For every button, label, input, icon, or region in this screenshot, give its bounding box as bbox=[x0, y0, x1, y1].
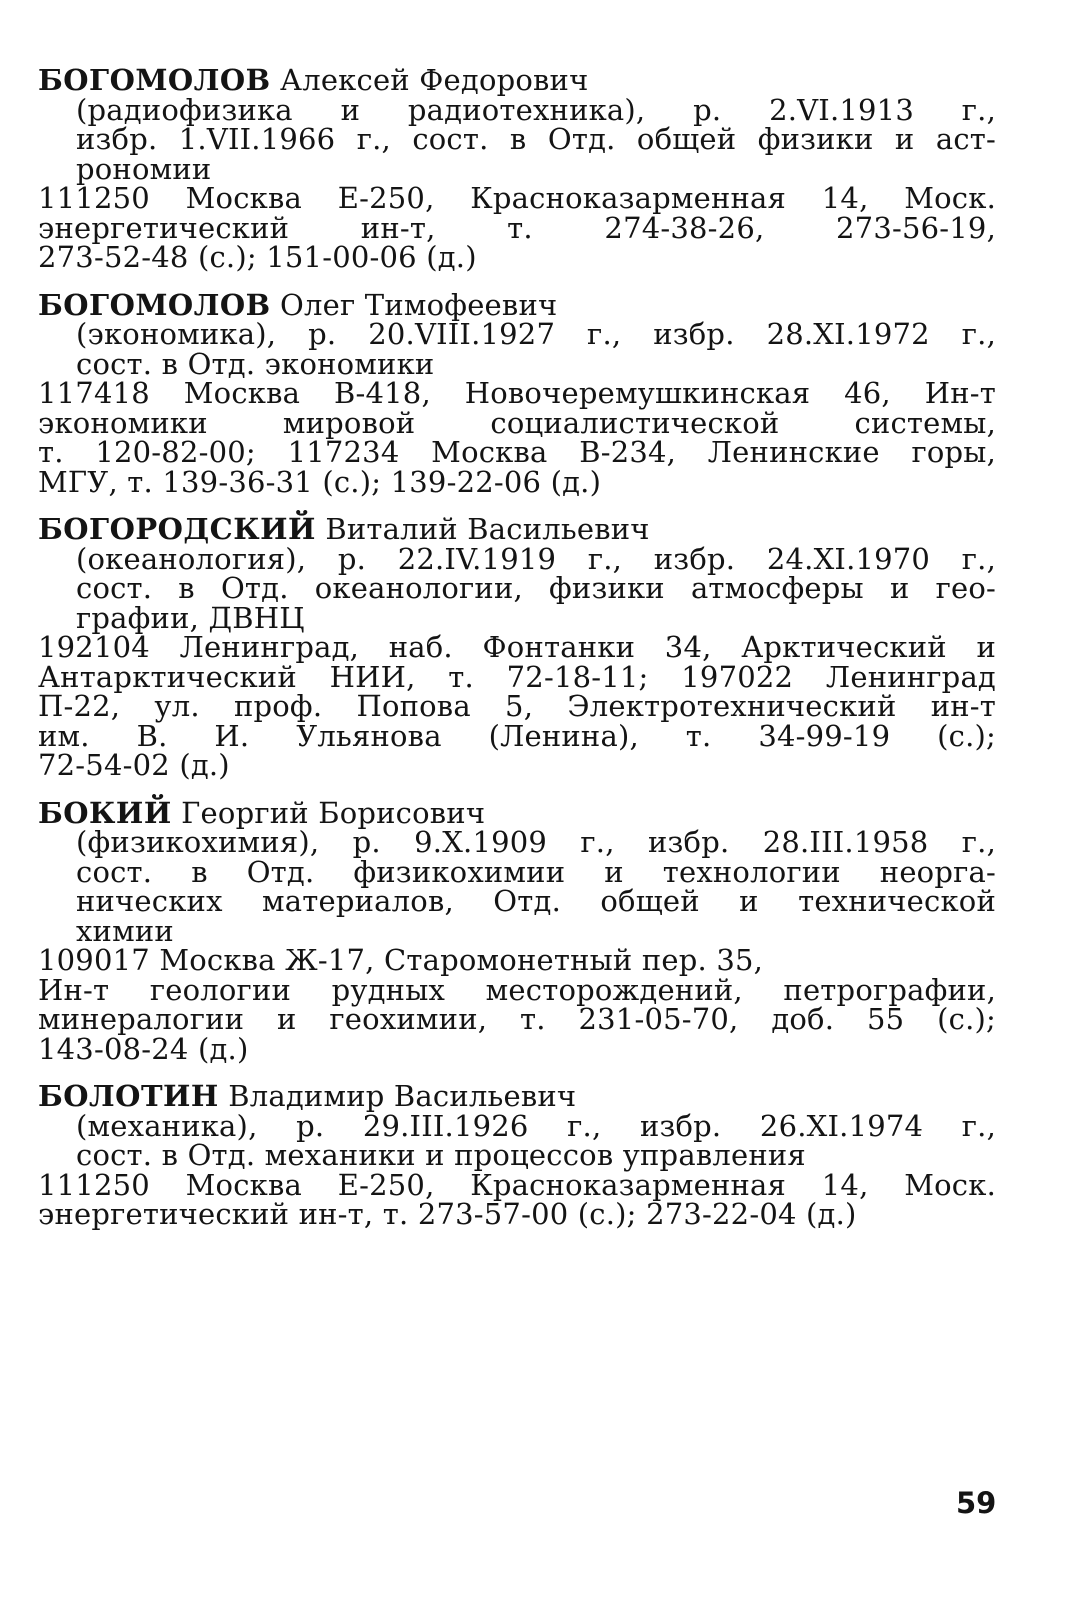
entry-address-line: 192104 Ленинград, наб. Фонтанки 34, Арктический и bbox=[38, 630, 996, 664]
entry-bogomolov-oleg bbox=[38, 287, 996, 499]
entry-detail-line: сост. в Отд. механики и процессов управления bbox=[76, 1138, 806, 1172]
entry-address-line: Ин-т геологии рудных месторождений, петрографии, bbox=[38, 972, 996, 1007]
entry-address-line: 109017 Москва Ж-17, Старомонетный пер. 35, bbox=[38, 943, 764, 977]
entry-surname: БОГОМОЛОВ bbox=[38, 63, 271, 97]
entry-address-line: экономики мировой социалистической системы, bbox=[38, 405, 996, 440]
entry-bolotin bbox=[38, 1079, 996, 1231]
entry-address-line: 111250 Москва Е-250, Красноказарменная 14, Моск. bbox=[38, 1167, 996, 1202]
entry-address-line: 273-52-48 (с.); 151-00-06 (д.) bbox=[38, 240, 477, 274]
entry-address-line: 72-54-02 (д.) bbox=[38, 748, 230, 782]
entry-address-line: 143-08-24 (д.) bbox=[38, 1031, 249, 1066]
entry-heading bbox=[38, 795, 996, 830]
page-number: 59 bbox=[956, 1486, 997, 1520]
entry-detail-line: сост. в Отд. экономики bbox=[76, 346, 435, 381]
entry-detail-line: (радиофизика и радиотехника), р. 2.VI.1913 г., bbox=[76, 92, 996, 127]
directory-page bbox=[38, 63, 996, 1248]
entry-given-name: Олег Тимофеевич bbox=[280, 287, 558, 322]
entry-bogomolov-aleksei bbox=[38, 63, 996, 274]
entry-detail-line: сост. в Отд. физикохимии и технологии неорга- bbox=[76, 854, 996, 889]
entry-address-line: им. В. И. Ульянова (Ленина), т. 34-99-19 (с.); bbox=[38, 718, 996, 753]
entry-address-line: минералогии и геохимии, т. 231-05-70, доб. 55 (с.); bbox=[38, 1002, 996, 1036]
entry-heading bbox=[38, 1079, 996, 1113]
entry-heading bbox=[38, 63, 996, 97]
entry-address-line: П-22, ул. проф. Попова 5, Электротехнический ин-т bbox=[38, 689, 996, 723]
entry-detail-line: (экономика), р. 20.VIII.1927 г., избр. 28.XI.1972 г., bbox=[76, 317, 996, 351]
entry-given-name: Алексей Федорович bbox=[280, 63, 589, 97]
entry-detail-line: сост. в Отд. океанологии, физики атмосферы и гео- bbox=[76, 571, 996, 605]
entry-address-line: МГУ, т. 139-36-31 (с.); 139-22-06 (д.) bbox=[38, 464, 602, 499]
entry-address-line: 111250 Москва Е-250, Красноказарменная 14, Моск. bbox=[38, 181, 996, 215]
entry-address-line: энергетический ин-т, т. 274-38-26, 273-56-19, bbox=[38, 210, 996, 245]
entry-detail-line: избр. 1.VII.1966 г., сост. в Отд. общей физики и аст- bbox=[76, 122, 996, 156]
entry-detail-line: (физикохимия), р. 9.X.1909 г., избр. 28.III.1958 г., bbox=[76, 825, 996, 859]
entry-surname: БОКИЙ bbox=[38, 795, 172, 830]
entry-surname: БОГОРОДСКИЙ bbox=[38, 512, 316, 546]
entry-address-line: т. 120-82-00; 117234 Москва В-234, Ленинские горы, bbox=[38, 435, 996, 469]
entry-address-line: Антарктический НИИ, т. 72-18-11; 197022 Ленинград bbox=[38, 659, 996, 694]
entry-detail-line: (механика), р. 29.III.1926 г., избр. 26.XI.1974 г., bbox=[76, 1108, 996, 1143]
entry-bokiy bbox=[38, 795, 996, 1066]
entry-heading bbox=[38, 287, 996, 322]
entry-address-line: 117418 Москва В-418, Новочеремушкинская 46, Ин-т bbox=[38, 376, 996, 410]
entry-detail-line: химии bbox=[76, 913, 174, 948]
entry-heading bbox=[38, 512, 996, 546]
entry-given-name: Георгий Борисович bbox=[181, 795, 486, 830]
entry-given-name: Владимир Васильевич bbox=[228, 1079, 577, 1113]
entry-surname: БОГОМОЛОВ bbox=[38, 287, 271, 322]
entry-address-line: энергетический ин-т, т. 273-57-00 (с.); 273-22-04 (д.) bbox=[38, 1197, 857, 1231]
entry-detail-line: графии, ДВНЦ bbox=[76, 600, 305, 635]
entry-detail-line: (океанология), р. 22.IV.1919 г., избр. 24.XI.1970 г., bbox=[76, 541, 996, 576]
entry-surname: БОЛОТИН bbox=[38, 1079, 219, 1113]
entry-given-name: Виталий Васильевич bbox=[325, 512, 650, 546]
entry-detail-line: нических материалов, Отд. общей и технической bbox=[76, 884, 996, 918]
entry-bogorodsky bbox=[38, 512, 996, 782]
entry-detail-line: рономии bbox=[76, 151, 212, 186]
